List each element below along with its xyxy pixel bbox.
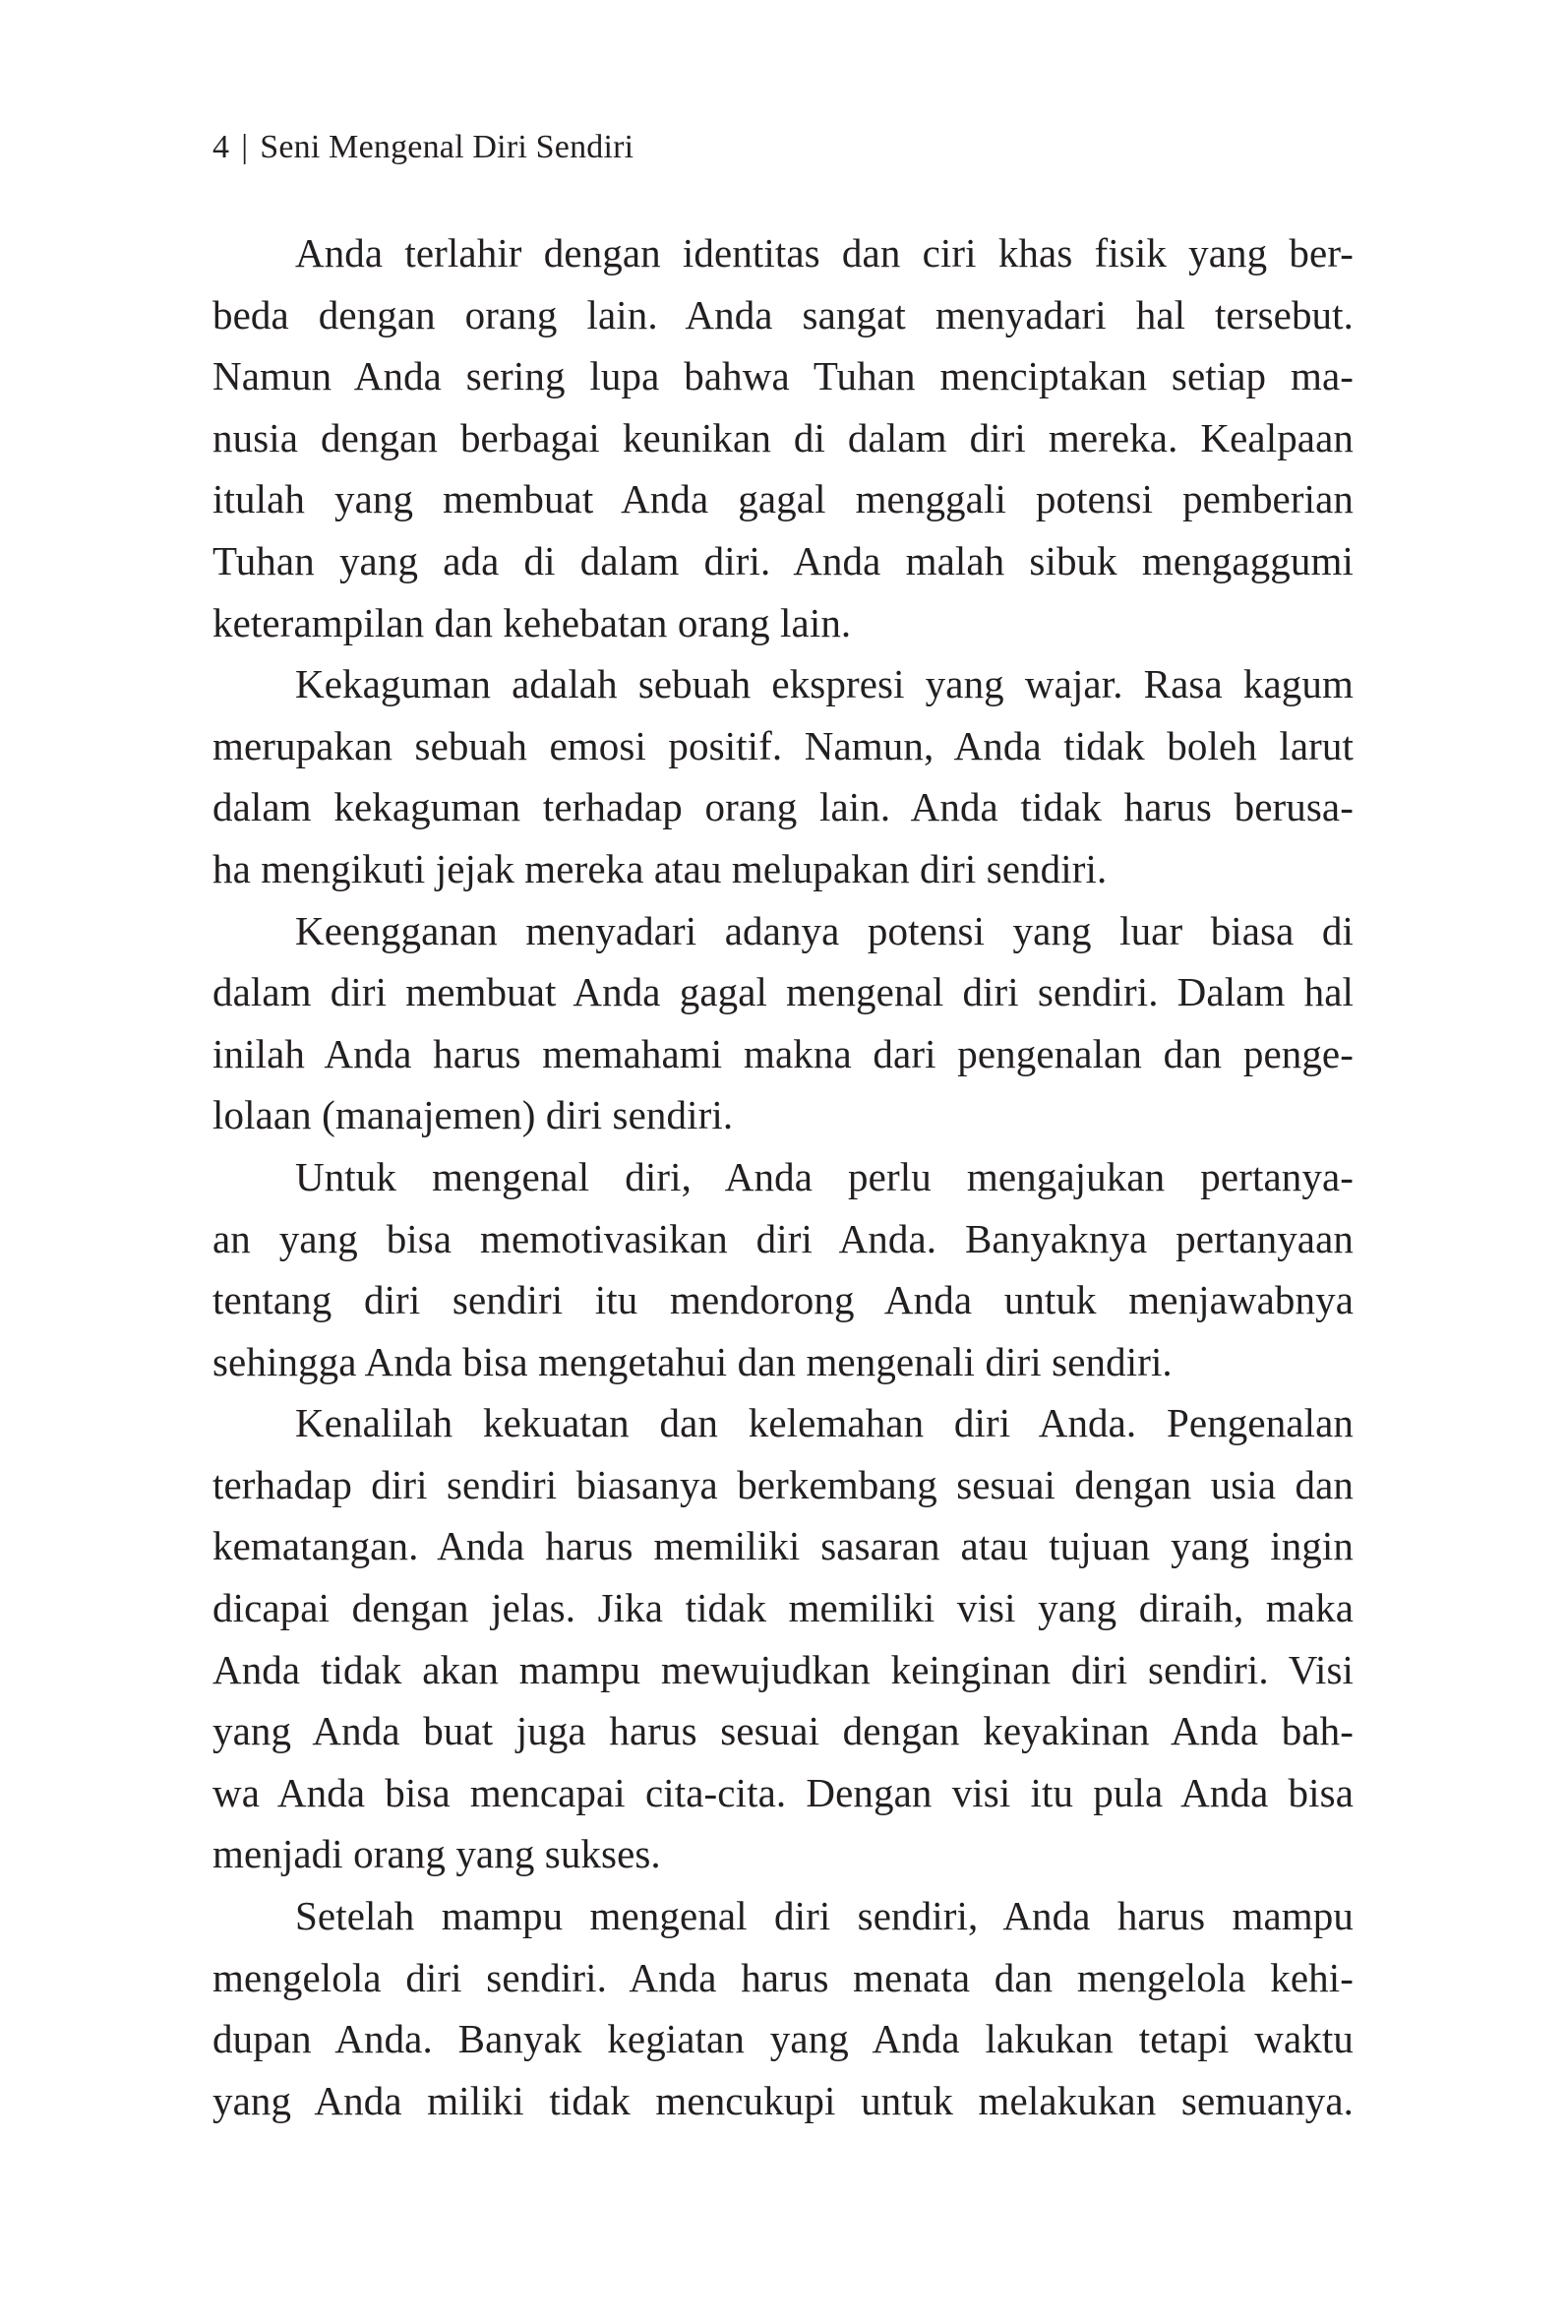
text-line: Anda tidak akan mampu mewujudkan keinginan diri sendiri. Visi: [212, 1646, 1354, 1692]
text-line: terhadap diri sendiri biasanya berkembang sesuai dengan usia dan: [212, 1461, 1354, 1507]
text-line: yang Anda buat juga harus sesuai dengan keyakinan Anda bah-: [212, 1708, 1354, 1754]
text-line: kematangan. Anda harus memiliki sasaran atau tujuan yang ingin: [212, 1523, 1354, 1569]
text-line: Namun Anda sering lupa bahwa Tuhan menciptakan setiap ma-: [212, 353, 1354, 399]
text-line: yang Anda miliki tidak mencukupi untuk melakukan semuanya.: [212, 2077, 1354, 2123]
paragraph: [212, 1146, 1354, 1392]
text-line: mengelola diri sendiri. Anda harus menata dan mengelola kehi-: [212, 1954, 1354, 2000]
text-line: beda dengan orang lain. Anda sangat menyadari hal tersebut.: [212, 291, 1354, 337]
text-line: wa Anda bisa mencapai cita-cita. Dengan visi itu pula Anda bisa: [212, 1769, 1354, 1815]
text-line: inilah Anda harus memahami makna dari pengenalan dan penge-: [212, 1030, 1354, 1076]
text-line: Untuk mengenal diri, Anda perlu mengajukan pertanya-: [295, 1153, 1354, 1199]
text-line: ha mengikuti jejak mereka atau melupakan diri sendiri.: [212, 845, 1108, 891]
paragraph: [212, 222, 1354, 653]
paragraph: [212, 653, 1354, 899]
text-line: dalam diri membuat Anda gagal mengenal diri sendiri. Dalam hal: [212, 969, 1354, 1015]
text-line: lolaan (manajemen) diri sendiri.: [212, 1092, 734, 1138]
text-line: itulah yang membuat Anda gagal menggali potensi pemberian: [212, 476, 1354, 522]
paragraph: [212, 900, 1354, 1146]
text-line: tentang diri sendiri itu mendorong Anda untuk menjawabnya: [212, 1277, 1354, 1323]
text-line: nusia dengan berbagai keunikan di dalam diri mereka. Kealpaan: [212, 414, 1354, 460]
text-line: Tuhan yang ada di dalam diri. Anda malah sibuk mengaggumi: [212, 537, 1354, 583]
text-line: an yang bisa memotivasikan diri Anda. Banyaknya pertanyaan: [212, 1215, 1354, 1261]
body-text: [212, 222, 1354, 2131]
text-line: keterampilan dan kehebatan orang lain.: [212, 599, 852, 645]
text-line: dicapai dengan jelas. Jika tidak memiliki visi yang diraih, maka: [212, 1585, 1354, 1631]
running-header: [212, 126, 633, 169]
text-line: menjadi orang yang sukses.: [212, 1831, 661, 1877]
text-line: Keengganan menyadari adanya potensi yang luar biasa di: [295, 907, 1354, 953]
text-line: Kekaguman adalah sebuah ekspresi yang wajar. Rasa kagum: [295, 661, 1354, 707]
text-line: sehingga Anda bisa mengetahui dan mengenali diri sendiri.: [212, 1338, 1173, 1384]
text-line: Kenalilah kekuatan dan kelemahan diri Anda. Pengenalan: [295, 1400, 1354, 1446]
paragraph: [212, 1885, 1354, 2131]
text-line: Anda terlahir dengan identitas dan ciri khas fisik yang ber-: [295, 230, 1354, 275]
page-number: 4: [212, 129, 230, 165]
book-title: Seni Mengenal Diri Sendiri: [260, 129, 634, 165]
text-line: merupakan sebuah emosi positif. Namun, Anda tidak boleh larut: [212, 722, 1354, 768]
header-separator: |: [241, 129, 249, 165]
paragraph: [212, 1392, 1354, 1885]
text-line: dupan Anda. Banyak kegiatan yang Anda lakukan tetapi waktu: [212, 2016, 1354, 2062]
text-line: Setelah mampu mengenal diri sendiri, Anda harus mampu: [295, 1893, 1354, 1939]
text-line: dalam kekaguman terhadap orang lain. Anda tidak harus berusa-: [212, 784, 1354, 830]
